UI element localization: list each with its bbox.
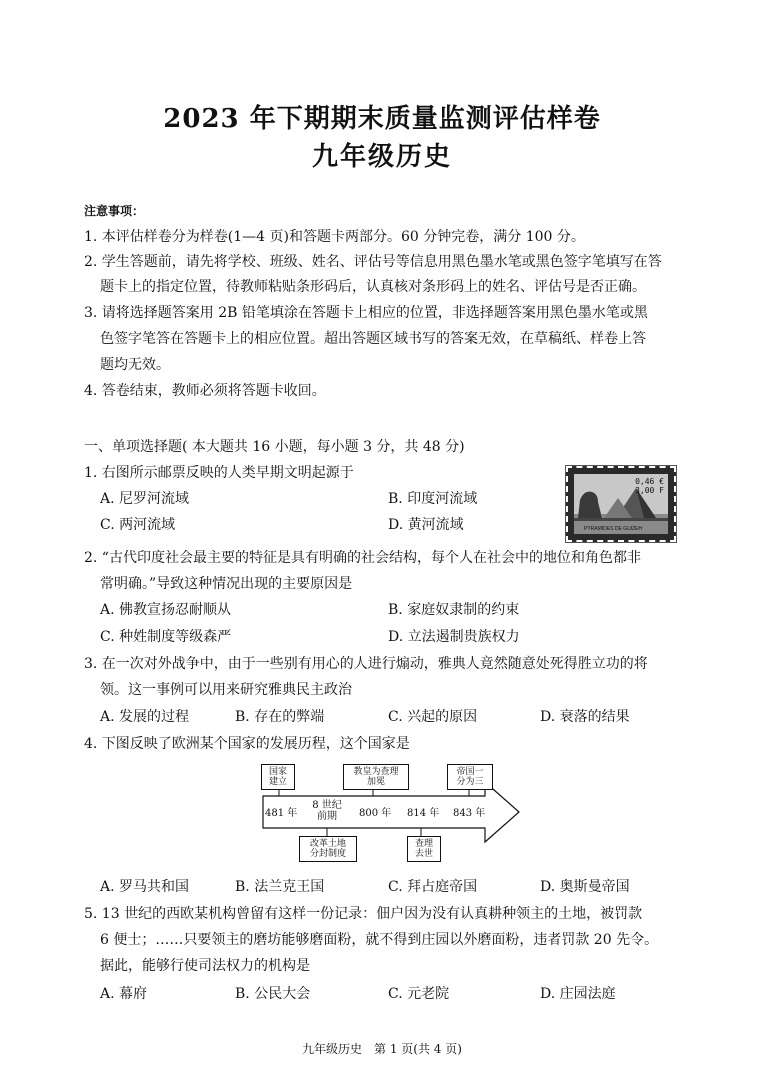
question-2-stem-cont: 常明确。”导致这种情况出现的主要原因是 <box>100 576 353 592</box>
pyramid-stamp-image <box>566 466 676 542</box>
page-footer: 九年级历史 第 1 页(共 4 页) <box>302 1042 462 1056</box>
q1-option-a: A. 尼罗河流域 <box>100 491 190 507</box>
notice-item: 4. 答卷结束，教师必须将答题卡收回。 <box>84 383 326 399</box>
notice-item: 1. 本评估样卷分为样卷(1—4 页)和答题卡两部分。60 分钟完卷，满分 100 分。 <box>84 229 585 245</box>
stamp-value: 0,46 € 3,00 F <box>635 477 664 495</box>
stamp-caption: PYRAMIDES DE GUIZEH <box>584 526 643 532</box>
timeline-top-box: 教皇为查理 加冕 <box>343 764 409 790</box>
question-3-stem: 3. 在一次对外战争中，由于一些别有用心的人进行煽动，雅典人竟然随意处死得胜立功的将 <box>84 656 648 672</box>
q1-option-b: B. 印度河流域 <box>388 491 478 507</box>
q3-option-c: C. 兴起的原因 <box>388 709 478 725</box>
question-3-stem-cont: 领。这一事例可以用来研究雅典民主政治 <box>100 682 352 698</box>
question-5-stem: 5. 13 世纪的西欧某机构曾留有这样一份记录：佃户因为没有认真耕种领主的土地，被罚款 <box>84 906 643 922</box>
section-heading: 一、单项选择题( 本大题共 16 小题，每小题 3 分，共 48 分) <box>84 439 465 455</box>
notice-item: 色签字笔答在答题卡上的相应位置。超出答题区域书写的答案无效，在草稿纸、样卷上答 <box>100 331 646 347</box>
notice-item: 题卡上的指定位置，待教师粘贴条形码后，认真核对条形码上的姓名、评估号是否正确。 <box>100 279 646 295</box>
notice-heading: 注意事项： <box>84 204 145 218</box>
question-2-stem: 2. “古代印度社会最主要的特征是具有明确的社会结构，每个人在社会中的地位和角色都非 <box>84 550 641 566</box>
q5-option-b: B. 公民大会 <box>235 986 311 1002</box>
q5-option-c: C. 元老院 <box>388 986 450 1002</box>
q5-option-d: D. 庄园法庭 <box>540 986 616 1002</box>
q4-option-b: B. 法兰克王国 <box>235 879 325 895</box>
question-4-stem: 4. 下图反映了欧洲某个国家的发展历程，这个国家是 <box>84 736 410 752</box>
timeline-top-box: 国家 建立 <box>261 764 295 790</box>
q2-option-a: A. 佛教宣扬忍耐顺从 <box>100 602 232 618</box>
q4-option-d: D. 奥斯曼帝国 <box>540 879 630 895</box>
question-5-stem-cont: 6 便士；……只要领主的磨坊能够磨面粉，就不得到庄园以外磨面粉，违者罚款 20 先令。 <box>100 932 659 948</box>
timeline-year: 481 年 <box>265 808 298 819</box>
question-5-stem-cont: 据此，能够行使司法权力的机构是 <box>100 958 310 974</box>
timeline-bottom-box: 查理 去世 <box>407 836 441 862</box>
timeline-year: 800 年 <box>359 808 392 819</box>
notice-item: 3. 请将选择题答案用 2B 铅笔填涂在答题卡上相应的位置，非选择题答案用黑色墨水笔或黑 <box>84 305 648 321</box>
notice-item: 题均无效。 <box>100 357 170 373</box>
timeline-diagram <box>255 760 525 870</box>
notice-item: 2. 学生答题前，请先将学校、班级、姓名、评估号等信息用黑色墨水笔或黑色签字笔填写在答 <box>84 254 662 270</box>
timeline-bottom-box: 改革土地 分封制度 <box>299 836 357 862</box>
question-1-stem: 1. 右图所示邮票反映的人类早期文明起源于 <box>84 465 354 481</box>
q3-option-b: B. 存在的弊端 <box>235 709 325 725</box>
q2-option-b: B. 家庭奴隶制的约束 <box>388 602 520 618</box>
timeline-year: 8 世纪 前期 <box>312 800 342 822</box>
timeline-year: 814 年 <box>407 808 440 819</box>
page-title: 2023 年下期期末质量监测评估样卷 <box>163 104 601 134</box>
page-subtitle: 九年级历史 <box>311 142 452 172</box>
q3-option-a: A. 发展的过程 <box>100 709 190 725</box>
q2-option-c: C. 种姓制度等级森严 <box>100 629 232 645</box>
timeline-year: 843 年 <box>453 808 486 819</box>
q5-option-a: A. 幕府 <box>100 986 148 1002</box>
q4-option-c: C. 拜占庭帝国 <box>388 879 478 895</box>
q2-option-d: D. 立法遏制贵族权力 <box>388 629 520 645</box>
q1-option-c: C. 两河流域 <box>100 517 176 533</box>
q4-option-a: A. 罗马共和国 <box>100 879 190 895</box>
q3-option-d: D. 衰落的结果 <box>540 709 630 725</box>
q1-option-d: D. 黄河流域 <box>388 517 464 533</box>
timeline-top-box: 帝国一 分为三 <box>447 764 493 790</box>
